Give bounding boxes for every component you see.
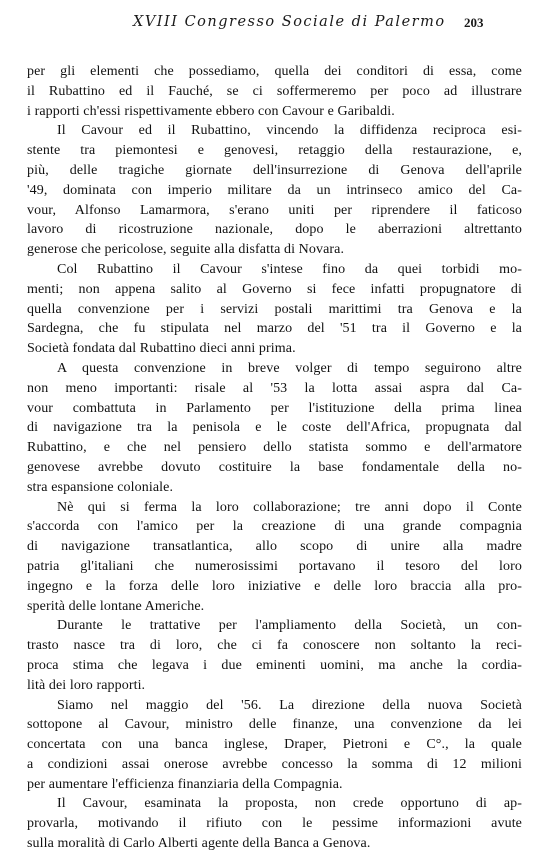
text-line: stra espansione coloniale. (27, 479, 174, 495)
running-header (0, 14, 550, 36)
text-line: concertata con una banca inglese, Draper, Pietroni e C°., la quale (27, 737, 522, 753)
text-line: il Rubattino ed il Fauché, se ci soffermeremo per poco ad illustrare (27, 83, 522, 99)
text-line: s'accorda con l'amico per la creazione di una grande compagnia (27, 519, 522, 535)
text-line: ingegno e la forza delle loro iniziative e delle loro braccia alla pro- (27, 578, 522, 594)
text-line: per gli elementi che possediamo, quella dei conditori di essa, come (27, 64, 522, 79)
paragraph (27, 498, 522, 617)
text-line: lità dei loro rapporti. (27, 677, 146, 693)
paragraph (27, 616, 522, 695)
text-line: quella convenzione per i servizi postali marittimi tra Genova e la (27, 301, 522, 317)
text-line: A questa convenzione in breve volger di tempo seguirono altre (57, 360, 522, 376)
text-line: Rubattino, e che nel pensiero dello statista sommo e dell'armatore (27, 440, 522, 456)
text-line: più, delle tragiche giornate dell'insurrezione di Genova dell'aprile (27, 162, 522, 178)
paragraph (27, 260, 522, 359)
paragraph (27, 696, 522, 795)
text-line: patria gl'italiani che numerosissimi portavano il tesoro del loro (27, 558, 522, 574)
header-title: XVIII Congresso Sociale di Palermo (133, 14, 446, 30)
body-text (27, 62, 522, 854)
text-line: Il Cavour ed il Rubattino, vincendo la diffidenza reciproca esi- (57, 123, 522, 139)
text-line: Società fondata dal Rubattino dieci anni prima. (27, 341, 296, 357)
text-line: trasto nasce tra di loro, che ci fa conoscere non soltanto la reci- (27, 638, 522, 654)
text-line: Durante le trattative per l'ampliamento della Società, un con- (57, 618, 522, 634)
text-line: sperità delle lontane Americhe. (27, 598, 205, 614)
text-line: vour combattuta in Parlamento per l'istituzione della prima linea (27, 400, 522, 416)
text-line: generose che pericolose, seguite alla disfatta di Novara. (27, 242, 345, 258)
text-line: per aumentare l'efficienza finanziaria della Compagnia. (27, 776, 343, 792)
text-line: sulla moralità di Carlo Alberti agente della Banca a Genova. (27, 836, 371, 852)
text-line: i rapporti ch'essi rispettivamente ebbero con Cavour e Garibaldi. (27, 103, 395, 119)
text-line: Il Cavour, esaminata la proposta, non crede opportuno di ap- (57, 796, 522, 812)
text-line: '49, dominata con imperio militare da un intrinseco amico del Ca- (27, 182, 522, 198)
text-line: stente tra piemontesi e genovesi, retaggio della restaurazione, e, (27, 143, 522, 159)
text-line: Sardegna, che fu stipulata nel marzo del '51 tra il Governo e la (27, 321, 522, 337)
text-line: non meno importanti: risale al '53 la lotta assai aspra dal Ca- (27, 380, 522, 396)
text-line: lavoro di ricostruzione nazionale, dopo le aberrazioni altrettanto (27, 222, 522, 238)
paragraph (27, 794, 522, 853)
paragraph (27, 62, 522, 121)
text-line: di navigazione tra la penisola e le coste dell'Africa, propugnata dal (27, 420, 522, 436)
text-line: sottopone al Cavour, ministro delle finanze, una convenzione da lei (27, 717, 522, 733)
text-line: vour, Alfonso Lamarmora, s'erano uniti per riprendere il faticoso (27, 202, 522, 218)
text-line: proca stima che legava i due eminenti uomini, ma anche la cordia- (27, 657, 522, 673)
text-line: genovese avrebbe dovuto costituire la base fondamentale della no- (27, 459, 522, 475)
text-line: a condizioni assai onerose avrebbe concesso la somma di 12 milioni (27, 756, 522, 772)
page-number: 203 (464, 15, 484, 30)
text-line: provarla, motivando il rifiuto con le pessime informazioni avute (27, 816, 522, 832)
text-line: Col Rubattino il Cavour s'intese fino da quei torbidi mo- (57, 261, 522, 277)
text-line: Siamo nel maggio del '56. La direzione della nuova Società (57, 697, 522, 713)
text-line: di navigazione transatlantica, allo scopo di unire alla madre (27, 539, 522, 555)
paragraph (27, 359, 522, 498)
paragraph (27, 121, 522, 260)
text-line: menti; non appena salito al Governo si fece infatti propugnatore di (27, 281, 522, 297)
text-line: Nè qui si ferma la loro collaborazione; tre anni dopo il Conte (57, 499, 522, 515)
